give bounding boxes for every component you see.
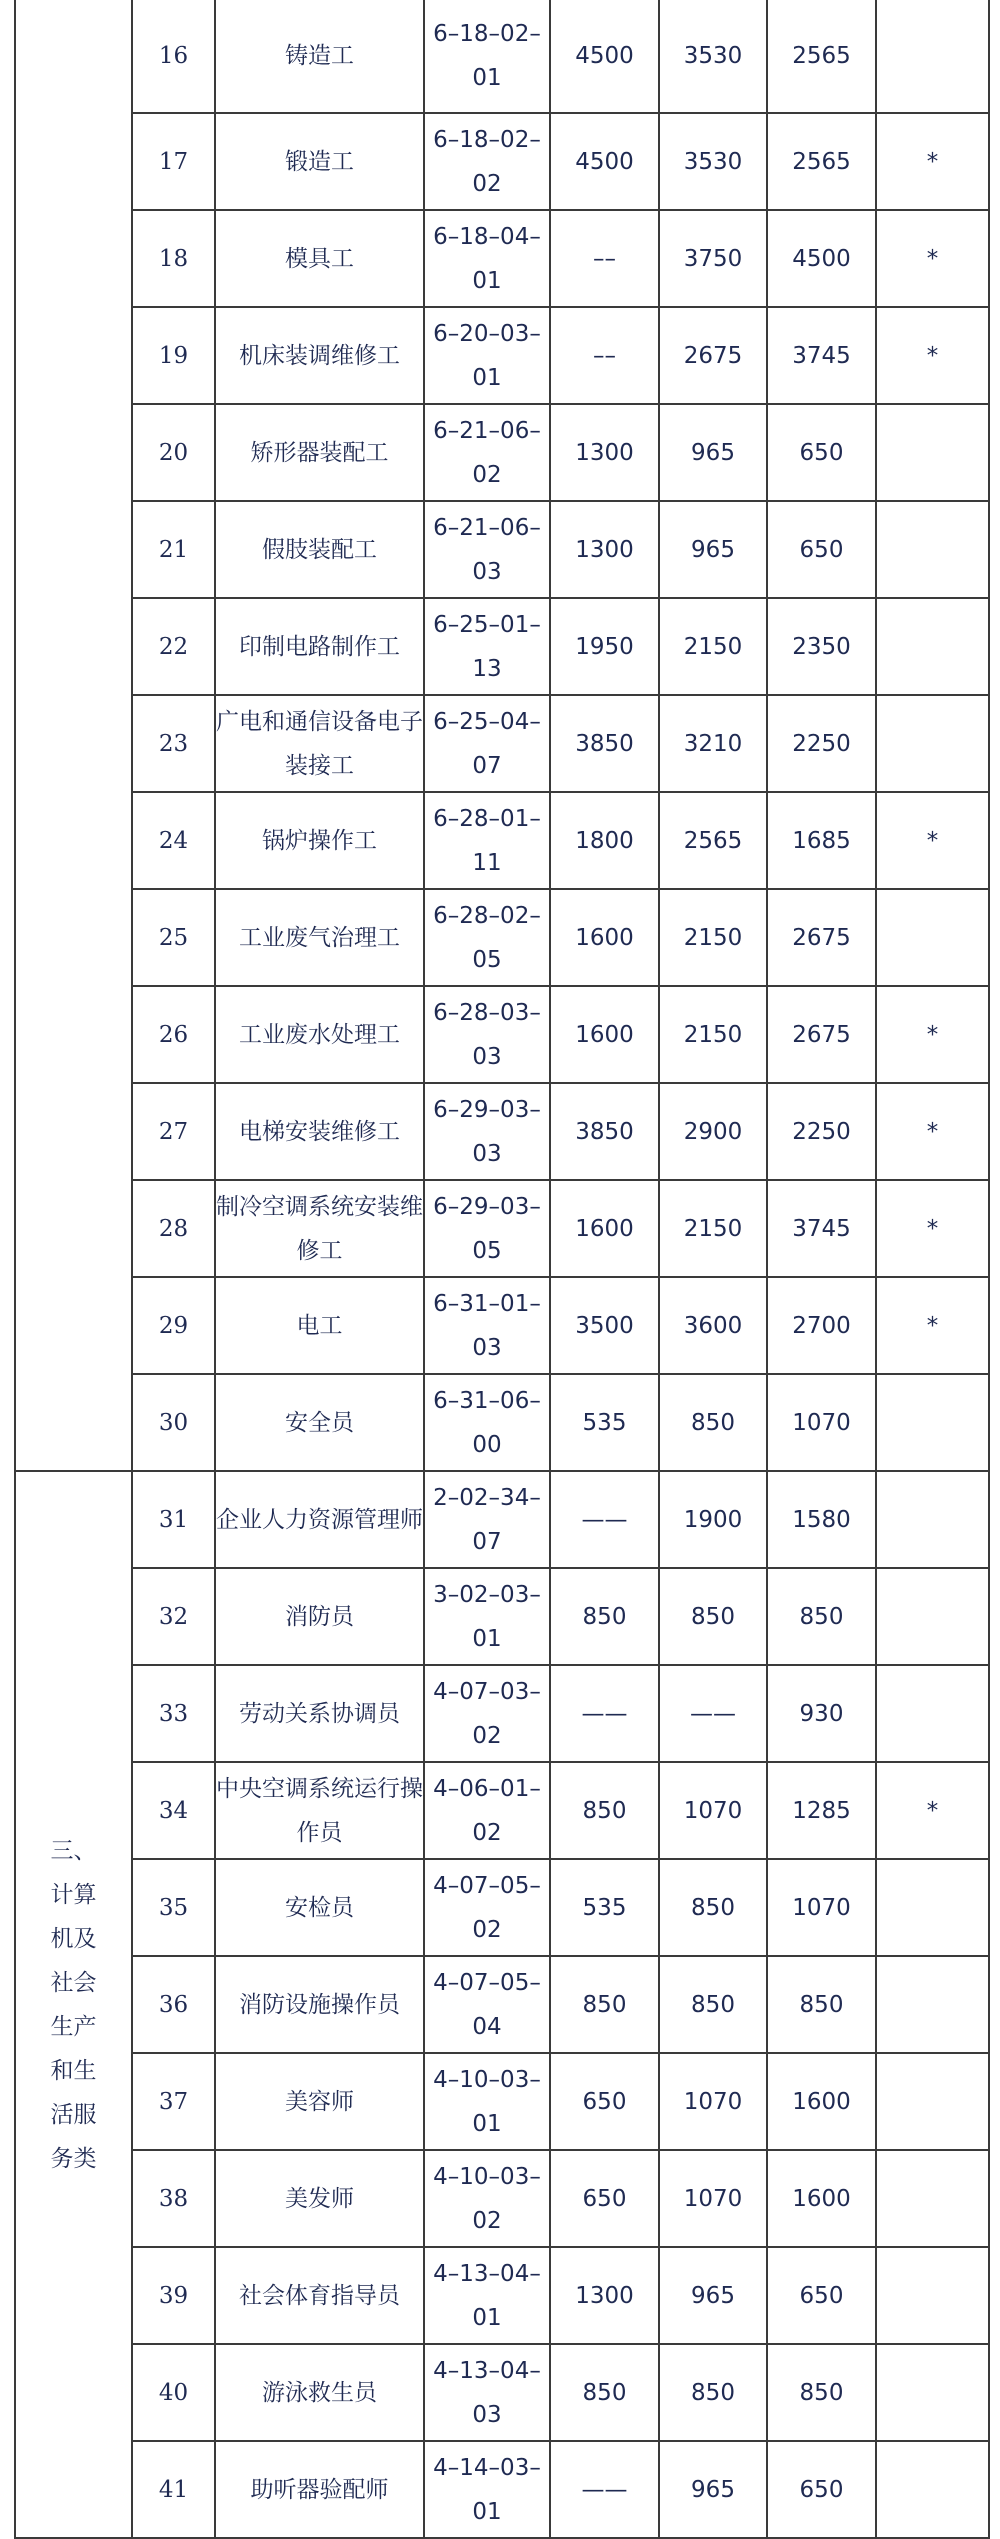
row-number: 16 xyxy=(132,0,215,113)
amount-level-1: –– xyxy=(550,210,659,307)
amount-level-3: 2675 xyxy=(767,889,876,986)
row-number: 31 xyxy=(132,1471,215,1568)
amount-level-1: 4500 xyxy=(550,113,659,210)
occupation-code: 6–28–01–11 xyxy=(424,792,550,889)
amount-level-3: 2250 xyxy=(767,1083,876,1180)
row-number: 19 xyxy=(132,307,215,404)
occupation-code: 6–25–01–13 xyxy=(424,598,550,695)
table-row xyxy=(15,2247,989,2344)
amount-level-3: 4500 xyxy=(767,210,876,307)
row-number: 30 xyxy=(132,1374,215,1471)
occupation-code: 6–21–06–02 xyxy=(424,404,550,501)
row-number: 33 xyxy=(132,1665,215,1762)
row-number: 28 xyxy=(132,1180,215,1277)
occupation-code: 3–02–03–01 xyxy=(424,1568,550,1665)
amount-level-1: 1300 xyxy=(550,2247,659,2344)
row-number: 36 xyxy=(132,1956,215,2053)
mark-cell xyxy=(876,2247,989,2344)
mark-cell: * xyxy=(876,1277,989,1374)
amount-level-1: 850 xyxy=(550,1956,659,2053)
amount-level-3: 1600 xyxy=(767,2053,876,2150)
subsidy-table xyxy=(14,0,990,2539)
table-row xyxy=(15,1277,989,1374)
table-row xyxy=(15,1083,989,1180)
mark-cell xyxy=(876,501,989,598)
occupation-code: 6–25–04–07 xyxy=(424,695,550,792)
occupation-code: 6–20–03–01 xyxy=(424,307,550,404)
occupation-name: 电梯安装维修工 xyxy=(215,1083,424,1180)
amount-level-1: —— xyxy=(550,1665,659,1762)
amount-level-1: 1300 xyxy=(550,404,659,501)
table-row xyxy=(15,0,989,113)
row-number: 17 xyxy=(132,113,215,210)
amount-level-2: 1070 xyxy=(659,1762,767,1859)
category-cell-b xyxy=(15,0,132,1471)
row-number: 22 xyxy=(132,598,215,695)
amount-level-1: 1600 xyxy=(550,986,659,1083)
occupation-code: 4–14–03–01 xyxy=(424,2441,550,2538)
table-row xyxy=(15,2150,989,2247)
amount-level-2: 850 xyxy=(659,1374,767,1471)
amount-level-1: 1600 xyxy=(550,1180,659,1277)
occupation-code: 4–13–04–01 xyxy=(424,2247,550,2344)
mark-cell: * xyxy=(876,1762,989,1859)
amount-level-3: 850 xyxy=(767,1568,876,1665)
occupation-code: 6–18–02–02 xyxy=(424,113,550,210)
amount-level-3: 650 xyxy=(767,404,876,501)
table-row xyxy=(15,1568,989,1665)
table-row xyxy=(15,1471,989,1568)
occupation-name: 工业废气治理工 xyxy=(215,889,424,986)
occupation-name: 工业废水处理工 xyxy=(215,986,424,1083)
amount-level-2: 3210 xyxy=(659,695,767,792)
amount-level-3: 1685 xyxy=(767,792,876,889)
mark-cell xyxy=(876,889,989,986)
amount-level-3: 1600 xyxy=(767,2150,876,2247)
row-number: 26 xyxy=(132,986,215,1083)
amount-level-1: –– xyxy=(550,307,659,404)
amount-level-3: 2250 xyxy=(767,695,876,792)
occupation-code: 6–29–03–05 xyxy=(424,1180,550,1277)
amount-level-3: 1070 xyxy=(767,1374,876,1471)
occupation-name: 消防员 xyxy=(215,1568,424,1665)
table-row xyxy=(15,1956,989,2053)
amount-level-1: 850 xyxy=(550,2344,659,2441)
amount-level-2: 2900 xyxy=(659,1083,767,1180)
amount-level-2: 3530 xyxy=(659,0,767,113)
table-row xyxy=(15,1762,989,1859)
mark-cell xyxy=(876,695,989,792)
occupation-name: 广电和通信设备电子装接工 xyxy=(215,695,424,792)
amount-level-1: 850 xyxy=(550,1762,659,1859)
occupation-code: 4–07–03–02 xyxy=(424,1665,550,1762)
amount-level-2: 1900 xyxy=(659,1471,767,1568)
amount-level-3: 650 xyxy=(767,2441,876,2538)
mark-cell xyxy=(876,1665,989,1762)
occupation-code: 2–02–34–07 xyxy=(424,1471,550,1568)
occupation-name: 电工 xyxy=(215,1277,424,1374)
table-row xyxy=(15,1859,989,1956)
amount-level-2: 965 xyxy=(659,2247,767,2344)
amount-level-3: 2565 xyxy=(767,0,876,113)
mark-cell: * xyxy=(876,210,989,307)
mark-cell xyxy=(876,1568,989,1665)
amount-level-3: 650 xyxy=(767,2247,876,2344)
amount-level-1: 650 xyxy=(550,2150,659,2247)
amount-level-2: 850 xyxy=(659,1859,767,1956)
amount-level-3: 1285 xyxy=(767,1762,876,1859)
mark-cell xyxy=(876,2441,989,2538)
mark-cell xyxy=(876,598,989,695)
row-number: 35 xyxy=(132,1859,215,1956)
mark-cell: * xyxy=(876,1180,989,1277)
mark-cell: * xyxy=(876,986,989,1083)
amount-level-1: 1800 xyxy=(550,792,659,889)
amount-level-2: 3530 xyxy=(659,113,767,210)
amount-level-3: 2675 xyxy=(767,986,876,1083)
amount-level-3: 650 xyxy=(767,501,876,598)
row-number: 29 xyxy=(132,1277,215,1374)
row-number: 21 xyxy=(132,501,215,598)
occupation-code: 6–18–02–01 xyxy=(424,0,550,113)
amount-level-3: 3745 xyxy=(767,307,876,404)
occupation-name: 助听器验配师 xyxy=(215,2441,424,2538)
table-row xyxy=(15,2053,989,2150)
occupation-name: 消防设施操作员 xyxy=(215,1956,424,2053)
table-row xyxy=(15,1374,989,1471)
occupation-code: 4–06–01–02 xyxy=(424,1762,550,1859)
amount-level-2: 965 xyxy=(659,404,767,501)
amount-level-2: 965 xyxy=(659,2441,767,2538)
occupation-name: 美发师 xyxy=(215,2150,424,2247)
mark-cell: * xyxy=(876,1083,989,1180)
occupation-name: 制冷空调系统安装维修工 xyxy=(215,1180,424,1277)
table-row xyxy=(15,598,989,695)
mark-cell xyxy=(876,1956,989,2053)
table-row xyxy=(15,1665,989,1762)
occupation-code: 6–31–06–00 xyxy=(424,1374,550,1471)
table-row xyxy=(15,792,989,889)
occupation-name: 锻造工 xyxy=(215,113,424,210)
mark-cell xyxy=(876,0,989,113)
amount-level-3: 850 xyxy=(767,2344,876,2441)
occupation-code: 6–21–06–03 xyxy=(424,501,550,598)
occupation-name: 铸造工 xyxy=(215,0,424,113)
occupation-code: 4–07–05–04 xyxy=(424,1956,550,2053)
table-row xyxy=(15,695,989,792)
mark-cell xyxy=(876,2150,989,2247)
occupation-name: 美容师 xyxy=(215,2053,424,2150)
amount-level-1: 4500 xyxy=(550,0,659,113)
occupation-code: 6–18–04–01 xyxy=(424,210,550,307)
amount-level-1: 535 xyxy=(550,1374,659,1471)
table-row xyxy=(15,1180,989,1277)
amount-level-1: 3500 xyxy=(550,1277,659,1374)
occupation-name: 劳动关系协调员 xyxy=(215,1665,424,1762)
row-number: 38 xyxy=(132,2150,215,2247)
amount-level-3: 2350 xyxy=(767,598,876,695)
amount-level-2: 2675 xyxy=(659,307,767,404)
amount-level-2: 850 xyxy=(659,1956,767,2053)
mark-cell xyxy=(876,404,989,501)
mark-cell xyxy=(876,2344,989,2441)
row-number: 25 xyxy=(132,889,215,986)
table-row xyxy=(15,2441,989,2538)
amount-level-2: 2565 xyxy=(659,792,767,889)
occupation-name: 中央空调系统运行操作员 xyxy=(215,1762,424,1859)
amount-level-1: 3850 xyxy=(550,1083,659,1180)
amount-level-3: 850 xyxy=(767,1956,876,2053)
table-row xyxy=(15,210,989,307)
table-row xyxy=(15,986,989,1083)
amount-level-1: 1300 xyxy=(550,501,659,598)
mark-cell: * xyxy=(876,113,989,210)
table-body xyxy=(15,0,989,2538)
row-number: 41 xyxy=(132,2441,215,2538)
occupation-name: 假肢装配工 xyxy=(215,501,424,598)
amount-level-2: 3600 xyxy=(659,1277,767,1374)
amount-level-3: 930 xyxy=(767,1665,876,1762)
occupation-name: 机床装调维修工 xyxy=(215,307,424,404)
amount-level-1: 850 xyxy=(550,1568,659,1665)
amount-level-2: 3750 xyxy=(659,210,767,307)
amount-level-1: 3850 xyxy=(550,695,659,792)
occupation-code: 6–31–01–03 xyxy=(424,1277,550,1374)
table-row xyxy=(15,113,989,210)
row-number: 24 xyxy=(132,792,215,889)
occupation-name: 安全员 xyxy=(215,1374,424,1471)
occupation-name: 企业人力资源管理师 xyxy=(215,1471,424,1568)
amount-level-3: 3745 xyxy=(767,1180,876,1277)
row-number: 27 xyxy=(132,1083,215,1180)
amount-level-1: 650 xyxy=(550,2053,659,2150)
occupation-code: 6–29–03–03 xyxy=(424,1083,550,1180)
row-number: 40 xyxy=(132,2344,215,2441)
category-cell-c xyxy=(15,1471,132,2538)
amount-level-1: —— xyxy=(550,1471,659,1568)
amount-level-3: 1580 xyxy=(767,1471,876,1568)
amount-level-3: 2700 xyxy=(767,1277,876,1374)
amount-level-2: 2150 xyxy=(659,889,767,986)
mark-cell xyxy=(876,2053,989,2150)
amount-level-3: 2565 xyxy=(767,113,876,210)
table-row xyxy=(15,404,989,501)
table-row xyxy=(15,2344,989,2441)
amount-level-2: 850 xyxy=(659,1568,767,1665)
row-number: 18 xyxy=(132,210,215,307)
amount-level-2: 1070 xyxy=(659,2053,767,2150)
amount-level-2: 965 xyxy=(659,501,767,598)
occupation-name: 印制电路制作工 xyxy=(215,598,424,695)
amount-level-2: 1070 xyxy=(659,2150,767,2247)
amount-level-1: —— xyxy=(550,2441,659,2538)
amount-level-2: 2150 xyxy=(659,1180,767,1277)
amount-level-1: 1600 xyxy=(550,889,659,986)
amount-level-1: 1950 xyxy=(550,598,659,695)
occupation-name: 矫形器装配工 xyxy=(215,404,424,501)
amount-level-2: 2150 xyxy=(659,986,767,1083)
table-row xyxy=(15,889,989,986)
table-row xyxy=(15,501,989,598)
amount-level-1: 535 xyxy=(550,1859,659,1956)
row-number: 20 xyxy=(132,404,215,501)
occupation-code: 6–28–03–03 xyxy=(424,986,550,1083)
occupation-name: 游泳救生员 xyxy=(215,2344,424,2441)
row-number: 37 xyxy=(132,2053,215,2150)
amount-level-3: 1070 xyxy=(767,1859,876,1956)
mark-cell: * xyxy=(876,307,989,404)
table-row xyxy=(15,307,989,404)
row-number: 39 xyxy=(132,2247,215,2344)
mark-cell xyxy=(876,1374,989,1471)
row-number: 32 xyxy=(132,1568,215,1665)
amount-level-2: 850 xyxy=(659,2344,767,2441)
amount-level-2: —— xyxy=(659,1665,767,1762)
amount-level-2: 2150 xyxy=(659,598,767,695)
occupation-code: 6–28–02–05 xyxy=(424,889,550,986)
category-label: 三、计算机及社会生产和生活服务类 xyxy=(50,1837,97,2172)
row-number: 23 xyxy=(132,695,215,792)
row-number: 34 xyxy=(132,1762,215,1859)
occupation-name: 安检员 xyxy=(215,1859,424,1956)
mark-cell xyxy=(876,1471,989,1568)
mark-cell: * xyxy=(876,792,989,889)
occupation-name: 模具工 xyxy=(215,210,424,307)
occupation-name: 锅炉操作工 xyxy=(215,792,424,889)
occupation-code: 4–10–03–02 xyxy=(424,2150,550,2247)
occupation-name: 社会体育指导员 xyxy=(215,2247,424,2344)
occupation-code: 4–10–03–01 xyxy=(424,2053,550,2150)
mark-cell xyxy=(876,1859,989,1956)
occupation-code: 4–07–05–02 xyxy=(424,1859,550,1956)
occupation-code: 4–13–04–03 xyxy=(424,2344,550,2441)
